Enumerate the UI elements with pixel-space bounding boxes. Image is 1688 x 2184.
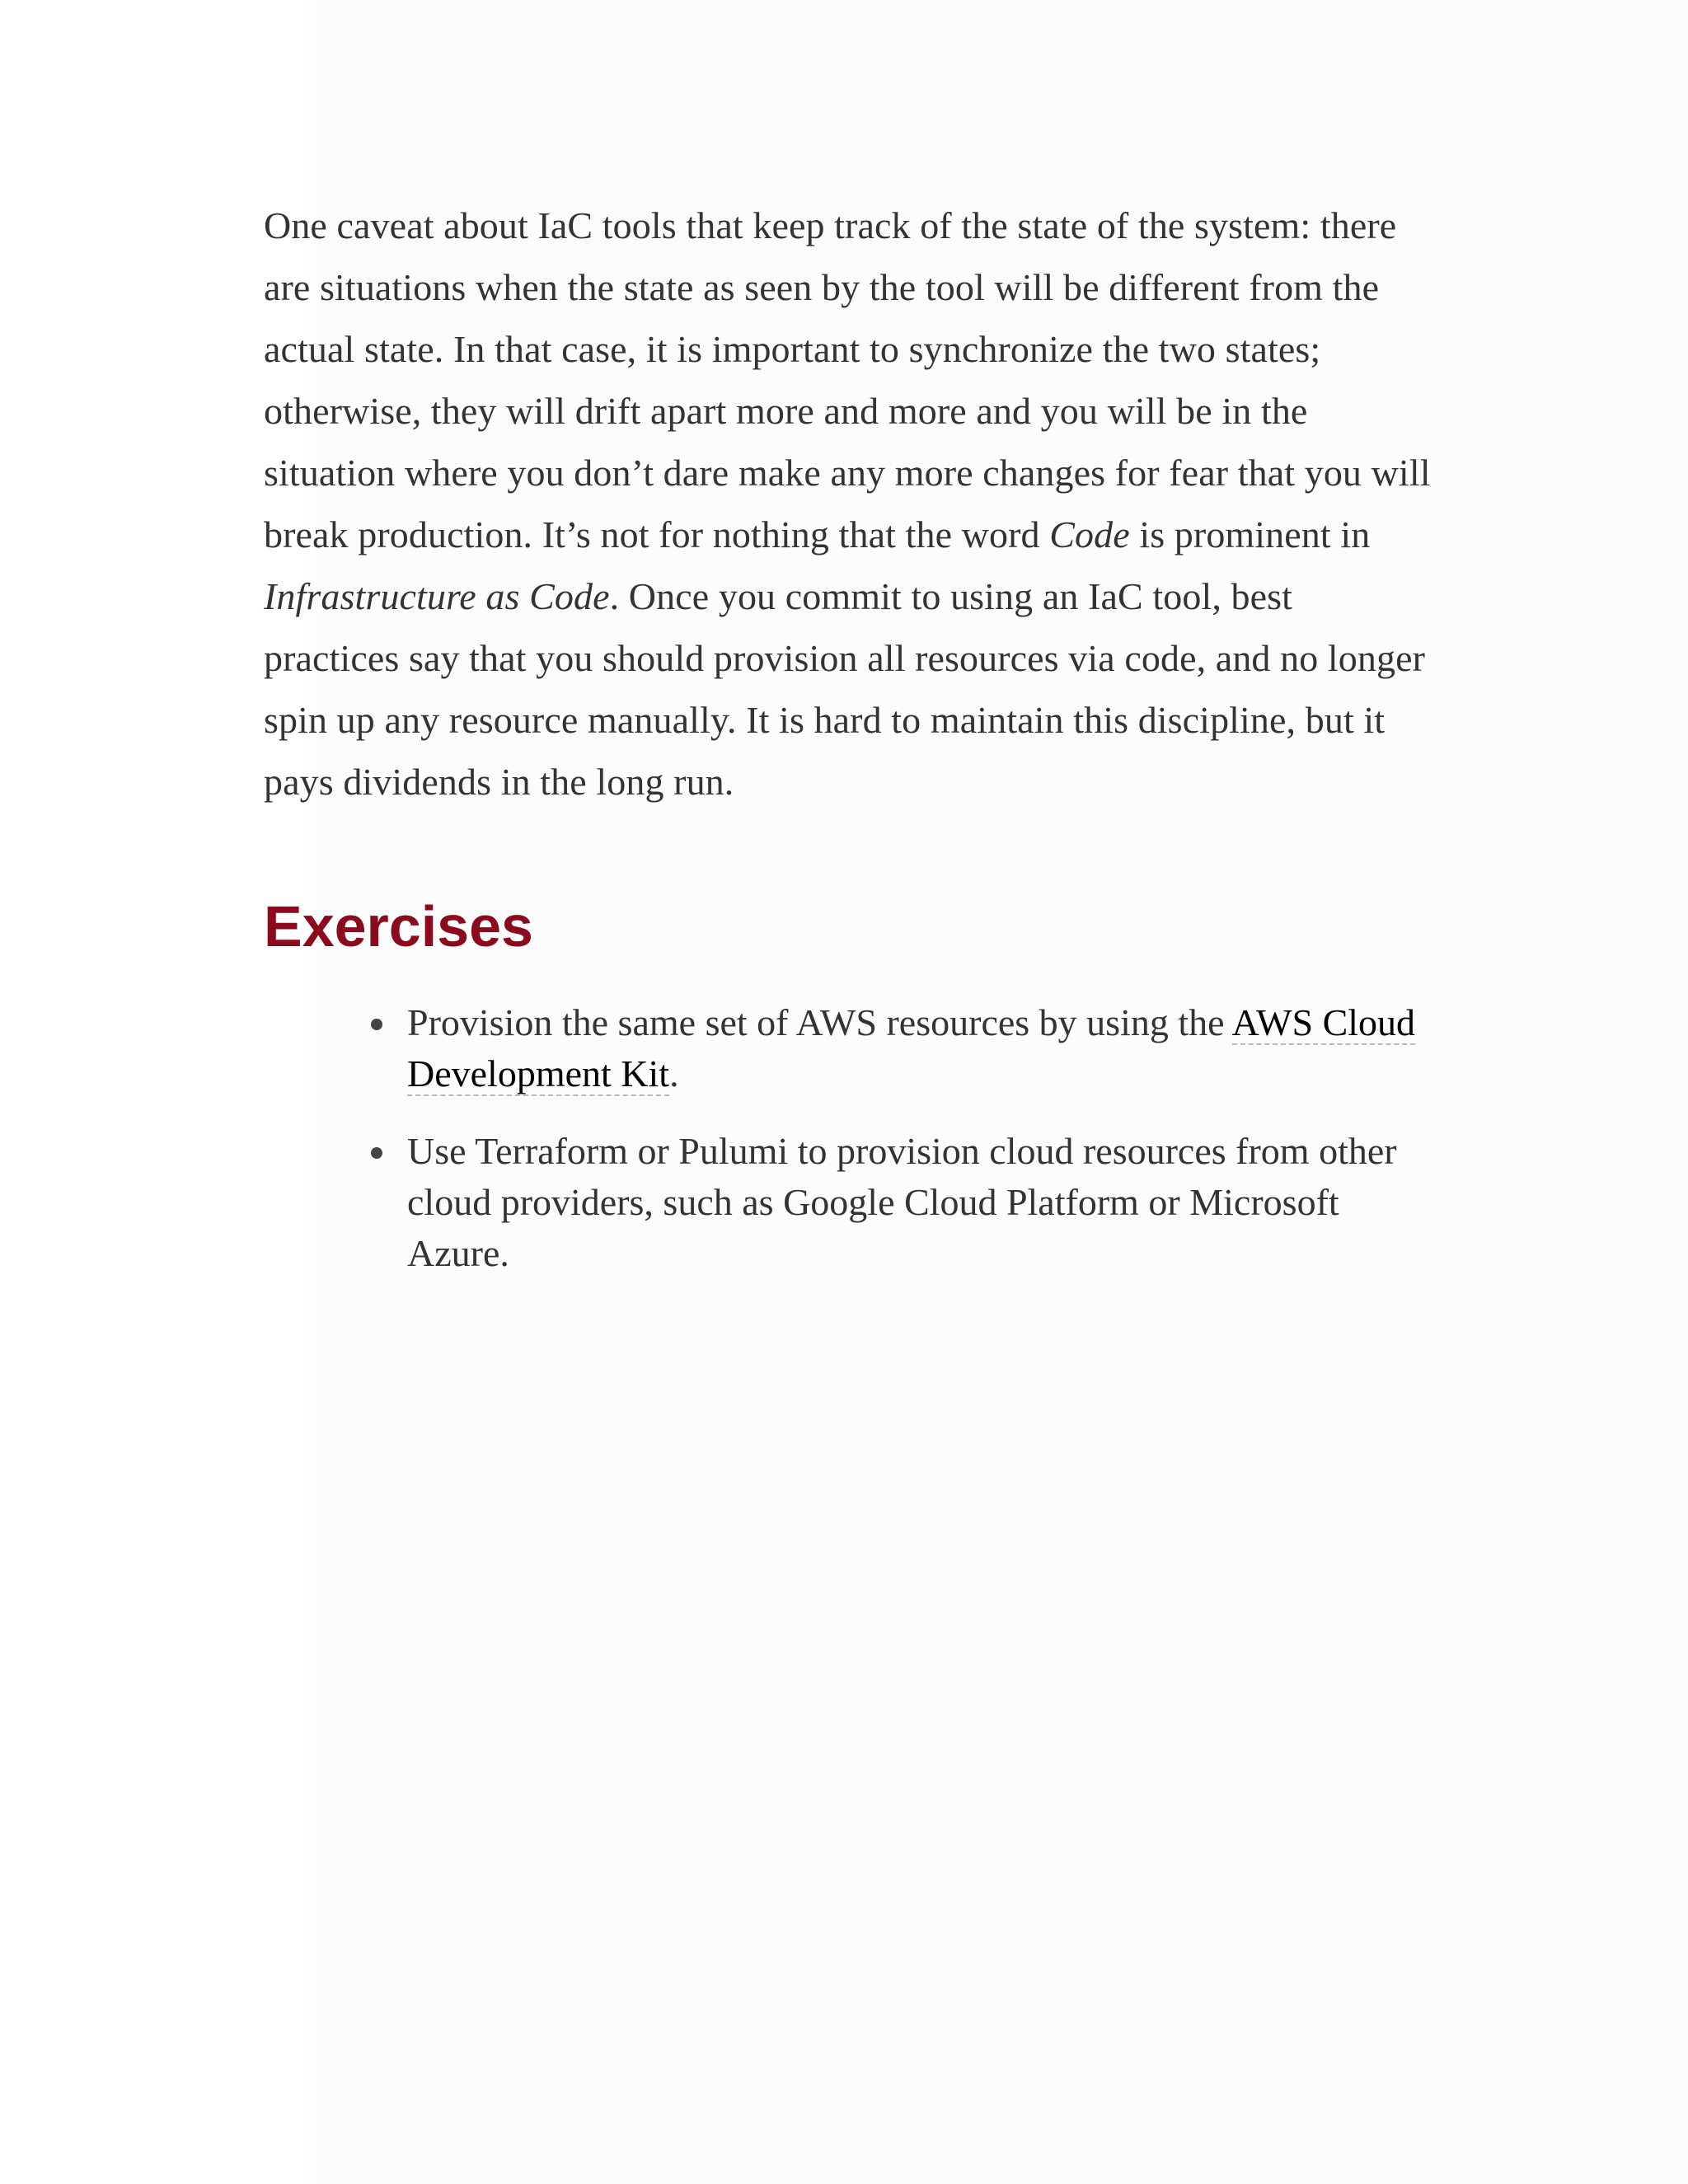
paragraph-text-1: One caveat about IaC tools that keep track of the state of the system: there are situations when the state as seen by the tool will be different from the actual state. In that case, it is important to synchronize the two states; otherwise, they will drift apart more and more and you will be in the situation where you don’t dare make any more changes for fear that you will break production. It’s not for nothing that the word	[264, 204, 1431, 555]
exercises-list	[264, 997, 1434, 1279]
list-item	[407, 1126, 1434, 1279]
list-item	[407, 997, 1434, 1099]
exercises-heading: Exercises	[264, 894, 533, 958]
list-item-text: Provision the same set of AWS resources by using the	[407, 1001, 1232, 1043]
emphasis-code: Code	[1049, 513, 1130, 555]
bullet-icon	[371, 1147, 382, 1159]
paragraph-text-3: . Once you commit to using an IaC tool, best practices say that you should provision all resources via code, and no longer spin up any resource manually. It is hard to maintain this discipline, but it pays dividends in the long run.	[264, 575, 1426, 803]
paragraph-text-2: is prominent in	[1129, 513, 1371, 555]
emphasis-infrastructure-as-code: Infrastructure as Code	[264, 575, 610, 617]
aws-cdk-link[interactable]: AWS Cloud Development Kit	[407, 1001, 1416, 1094]
body-paragraph	[264, 194, 1434, 813]
bullet-icon	[371, 1019, 382, 1030]
list-item-text: Use Terraform or Pulumi to provision cloud resources from other cloud providers, such as Google Cloud Platform or Microsoft Azure.	[407, 1130, 1397, 1274]
content	[264, 194, 1434, 1305]
list-item-text-end: .	[669, 1052, 679, 1094]
